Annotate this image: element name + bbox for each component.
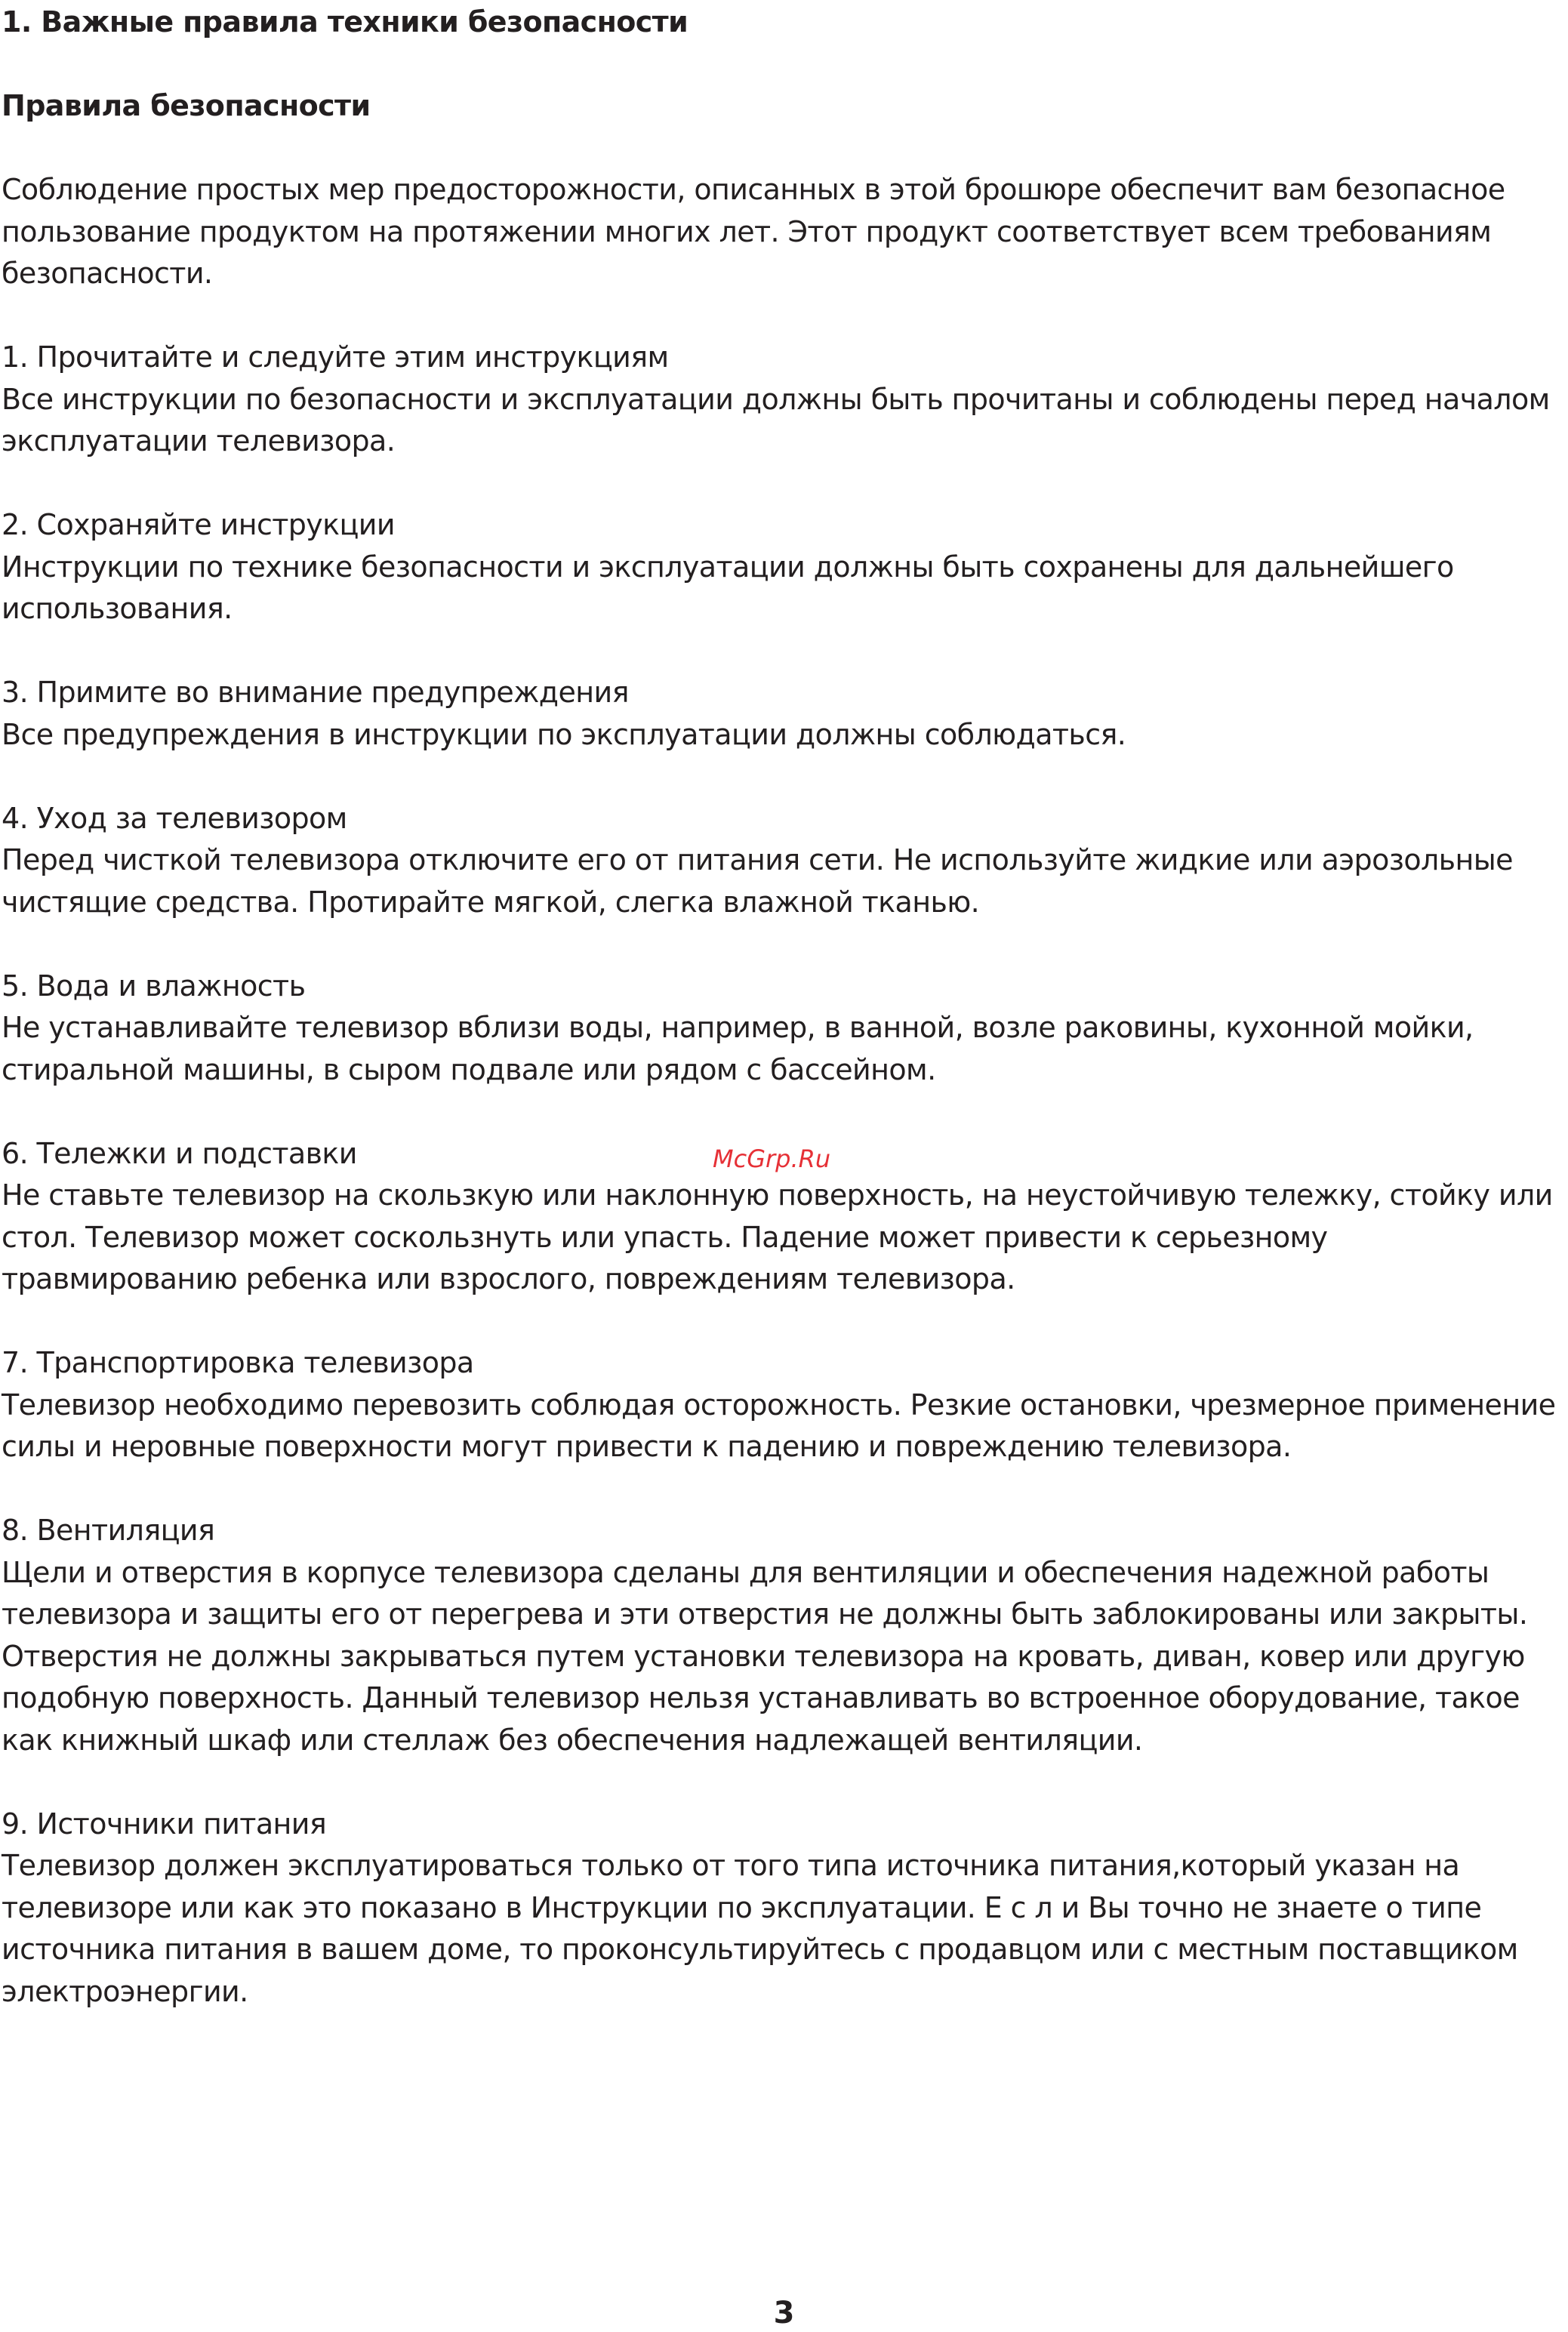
rule-title: 9. Источники питания <box>2 1807 327 1841</box>
rule-text: Все инструкции по безопасности и эксплуатации должны быть прочитаны и соблюдены перед началом эксплуатации телевизора. <box>2 382 1550 457</box>
rule-title: 3. Примите во внимание предупреждения <box>2 676 629 709</box>
rule-text: Не ставьте телевизор на скользкую или наклонную поверхность, на неустойчивую тележку, стойку или стол. Телевизор может соскользнуть или упасть. Падение может привести к серьезному травмированию ребенка или взрослого, повреждениям телевизора. <box>2 1178 1553 1295</box>
rule-item <box>2 1510 1566 1761</box>
rule-item <box>2 1342 1566 1468</box>
rule-item <box>2 798 1566 924</box>
rule-title: 4. Уход за телевизором <box>2 801 347 835</box>
rule-text: Все предупреждения в инструкции по эксплуатации должны соблюдаться. <box>2 717 1126 751</box>
rule-text: Телевизор должен эксплуатироваться только от того типа источника питания,который указан на телевизоре или как это показано в Инструкции по эксплуатации. Е с л и Вы точно не знаете о типе источника питания в вашем доме, то проконсультируйтесь с продавцом или с местным поставщиком электроэнергии. <box>2 1849 1518 2008</box>
rule-text: Перед чисткой телевизора отключите его от питания сети. Не используйте жидкие или аэрозольные чистящие средства. Протирайте мягкой, слегка влажной тканью. <box>2 843 1513 919</box>
rule-item <box>2 672 1566 756</box>
page-number: 3 <box>773 2296 795 2330</box>
rule-item <box>2 337 1566 463</box>
rule-text: Щели и отверстия в корпусе телевизора сделаны для вентиляции и обеспечения надежной работы телевизора и защиты его от перегрева и эти отверстия не должны быть заблокированы или закрыты. Отверстия не должны закрываться путем установки телевизора на кровать, диван, ковер или другую подобную поверхность. Данный телевизор нельзя устанавливать во встроенное оборудование, такое как книжный шкаф или стеллаж без обеспечения надлежащей вентиляции. <box>2 1555 1528 1757</box>
rule-text: Инструкции по технике безопасности и эксплуатации должны быть сохранены для дальнейшего использования. <box>2 550 1454 625</box>
subsection-title: Правила безопасности <box>2 89 371 122</box>
rule-item <box>2 504 1566 630</box>
rule-title: 5. Вода и влажность <box>2 969 306 1003</box>
rule-text: Не устанавливайте телевизор вблизи воды, например, в ванной, возле раковины, кухонной мойки, стиральной машины, в сыром подвале или рядом с бассейном. <box>2 1011 1474 1086</box>
document-content <box>2 2 1566 2013</box>
rule-title: 2. Сохраняйте инструкции <box>2 508 395 541</box>
section-title: 1. Важные правила техники безопасности <box>2 5 689 39</box>
rule-title: 8. Вентиляция <box>2 1514 215 1547</box>
watermark-text: McGrp.Ru <box>713 1144 831 1173</box>
rule-title: 7. Транспортировка телевизора <box>2 1346 474 1379</box>
intro-paragraph: Соблюдение простых мер предосторожности, описанных в этой брошюре обеспечит вам безопасное пользование продуктом на протяжении многих лет. Этот продукт соответствует всем требованиям безопасности. <box>2 173 1505 290</box>
rule-item <box>2 1804 1566 2013</box>
rule-title: 6. Тележки и подставки <box>2 1136 357 1170</box>
rule-title: 1. Прочитайте и следуйте этим инструкциям <box>2 340 669 374</box>
rule-text: Телевизор необходимо перевозить соблюдая осторожность. Резкие остановки, чрезмерное применение силы и неровные поверхности могут привести к падению и повреждению телевизора. <box>2 1388 1556 1463</box>
rule-item <box>2 966 1566 1092</box>
